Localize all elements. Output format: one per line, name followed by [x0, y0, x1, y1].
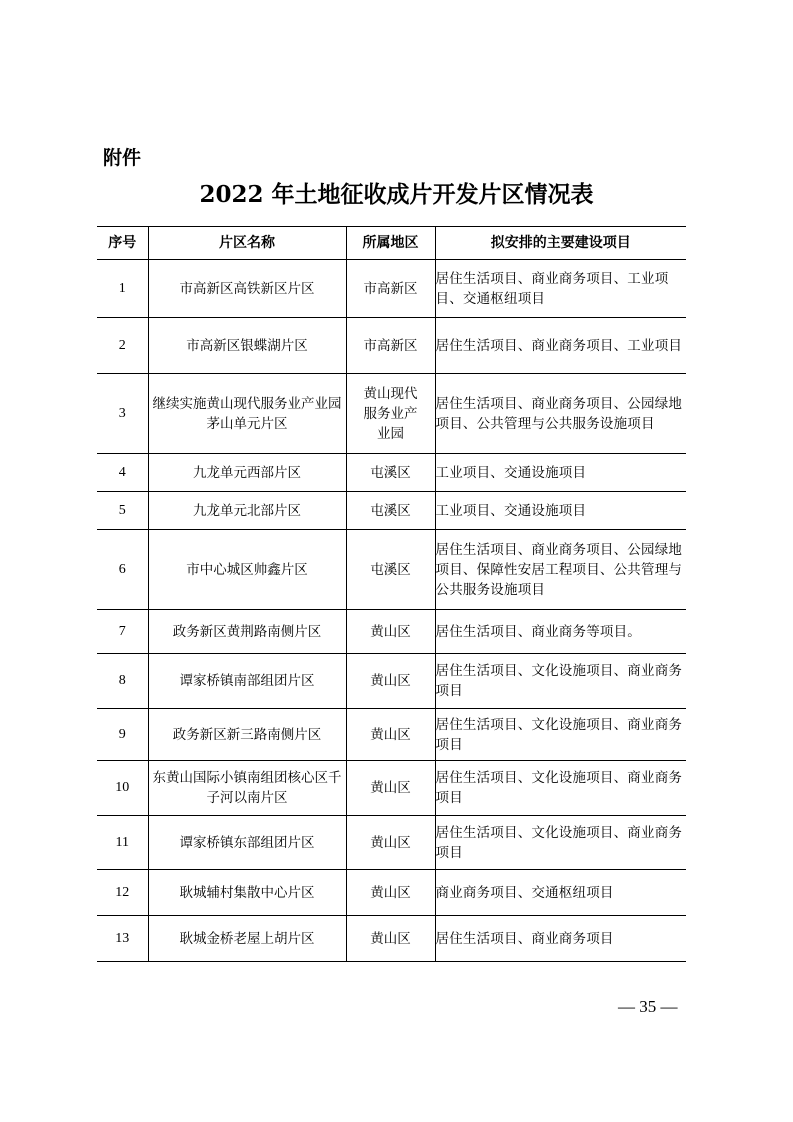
- zone-region: 黄山区: [346, 654, 435, 709]
- row-number: 8: [97, 654, 148, 709]
- zone-region: 市高新区: [346, 318, 435, 374]
- zone-projects: 居住生活项目、商业商务项目、工业项目: [435, 318, 686, 374]
- zone-name: 谭家桥镇南部组团片区: [148, 654, 346, 709]
- zone-region: 黄山区: [346, 816, 435, 870]
- table-row: [97, 530, 686, 610]
- zone-name: 市中心城区帅鑫片区: [148, 530, 346, 610]
- zone-region: 黄山现代服务业产业园: [346, 374, 435, 454]
- zone-projects: 居住生活项目、文化设施项目、商业商务项目: [435, 761, 686, 816]
- row-number: 2: [97, 318, 148, 374]
- zone-name: 耿城金桥老屋上胡片区: [148, 916, 346, 962]
- table-row: [97, 610, 686, 654]
- table-row: [97, 709, 686, 761]
- header-main-projects: 拟安排的主要建设项目: [435, 227, 686, 260]
- table-row: [97, 654, 686, 709]
- page-number: — 35 —: [618, 997, 678, 1016]
- attachment-label: 附件: [103, 147, 142, 169]
- table-row: [97, 870, 686, 916]
- row-number: 13: [97, 916, 148, 962]
- zone-projects: 工业项目、交通设施项目: [435, 492, 686, 530]
- row-number: 9: [97, 709, 148, 761]
- zone-name: 政务新区黄荆路南侧片区: [148, 610, 346, 654]
- zone-name: 谭家桥镇东部组团片区: [148, 816, 346, 870]
- zone-region: 黄山区: [346, 870, 435, 916]
- zone-projects: 居住生活项目、商业商务项目: [435, 916, 686, 962]
- table-row: [97, 492, 686, 530]
- header-serial-number: 序号: [97, 227, 148, 260]
- zone-name: 继续实施黄山现代服务业产业园茅山单元片区: [148, 374, 346, 454]
- table-row: [97, 374, 686, 454]
- zone-name: 九龙单元西部片区: [148, 454, 346, 492]
- table-row: [97, 761, 686, 816]
- zone-region: 屯溪区: [346, 492, 435, 530]
- table-row: [97, 318, 686, 374]
- zone-name: 市高新区高铁新区片区: [148, 260, 346, 318]
- table-row: [97, 816, 686, 870]
- zone-region: 黄山区: [346, 916, 435, 962]
- zone-region: 黄山区: [346, 761, 435, 816]
- row-number: 1: [97, 260, 148, 318]
- row-number: 5: [97, 492, 148, 530]
- zone-name: 市高新区银蝶湖片区: [148, 318, 346, 374]
- zone-region: 黄山区: [346, 709, 435, 761]
- zone-projects: 工业项目、交通设施项目: [435, 454, 686, 492]
- zone-name: 东黄山国际小镇南组团核心区千子河以南片区: [148, 761, 346, 816]
- header-region: 所属地区: [346, 227, 435, 260]
- row-number: 11: [97, 816, 148, 870]
- row-number: 4: [97, 454, 148, 492]
- zone-projects: 居住生活项目、文化设施项目、商业商务项目: [435, 654, 686, 709]
- zone-projects: 居住生活项目、文化设施项目、商业商务项目: [435, 709, 686, 761]
- header-zone-name: 片区名称: [148, 227, 346, 260]
- zone-region: 黄山区: [346, 610, 435, 654]
- table-row: [97, 260, 686, 318]
- row-number: 12: [97, 870, 148, 916]
- zone-name: 耿城辅村集散中心片区: [148, 870, 346, 916]
- row-number: 10: [97, 761, 148, 816]
- zone-projects: 居住生活项目、商业商务项目、工业项目、交通枢纽项目: [435, 260, 686, 318]
- table-row: [97, 916, 686, 962]
- zone-projects: 居住生活项目、商业商务项目、公园绿地项目、保障性安居工程项目、公共管理与公共服务设施项目: [435, 530, 686, 610]
- zone-name: 九龙单元北部片区: [148, 492, 346, 530]
- zone-name: 政务新区新三路南侧片区: [148, 709, 346, 761]
- row-number: 3: [97, 374, 148, 454]
- document-title: 2022 年土地征收成片开发片区情况表: [199, 181, 594, 208]
- zone-region: 屯溪区: [346, 530, 435, 610]
- development-zones-table: [97, 226, 686, 962]
- zone-projects: 商业商务项目、交通枢纽项目: [435, 870, 686, 916]
- zone-projects: 居住生活项目、商业商务项目、公园绿地项目、公共管理与公共服务设施项目: [435, 374, 686, 454]
- row-number: 7: [97, 610, 148, 654]
- table-header-row: [97, 227, 686, 260]
- row-number: 6: [97, 530, 148, 610]
- zone-projects: 居住生活项目、商业商务等项目。: [435, 610, 686, 654]
- table-row: [97, 454, 686, 492]
- zone-region: 屯溪区: [346, 454, 435, 492]
- zone-projects: 居住生活项目、文化设施项目、商业商务项目: [435, 816, 686, 870]
- zone-region: 市高新区: [346, 260, 435, 318]
